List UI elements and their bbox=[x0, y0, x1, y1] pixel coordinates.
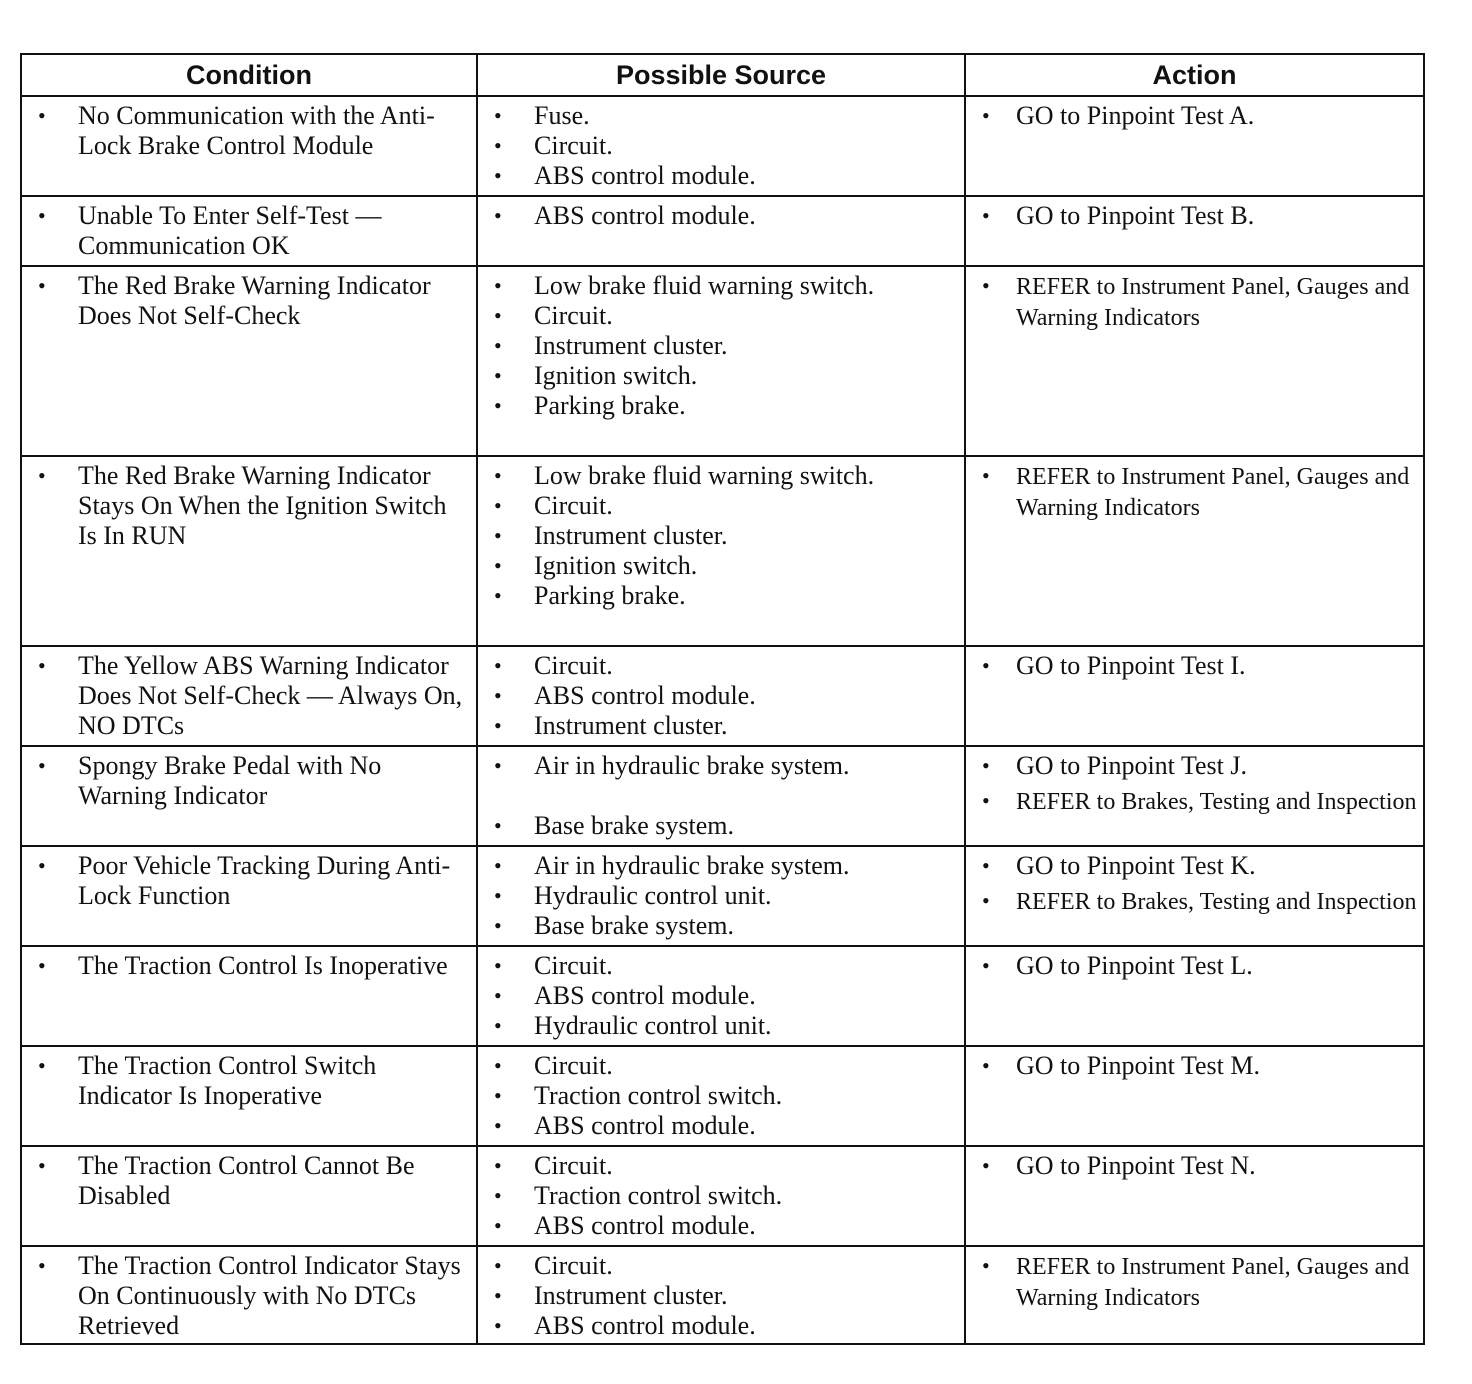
source-item: • ABS control module. bbox=[484, 681, 958, 711]
source-item: • Circuit. bbox=[484, 651, 958, 681]
condition-text: • Poor Vehicle Tracking During Anti-Lock Function bbox=[28, 851, 470, 911]
column-header-possible-source: Possible Source bbox=[477, 54, 965, 96]
source-item: • Air in hydraulic brake system. bbox=[484, 751, 958, 781]
action-cell bbox=[965, 96, 1424, 196]
condition-cell bbox=[21, 1146, 477, 1246]
action-item: • GO to Pinpoint Test N. bbox=[972, 1151, 1417, 1181]
source-cell bbox=[477, 746, 965, 846]
action-cell bbox=[965, 196, 1424, 266]
condition-cell bbox=[21, 266, 477, 456]
source-item: • Circuit. bbox=[484, 1151, 958, 1181]
source-item: • Low brake fluid warning switch. bbox=[484, 461, 958, 491]
condition-text: • The Traction Control Cannot Be Disabled bbox=[28, 1151, 470, 1211]
source-item: • Base brake system. bbox=[484, 811, 958, 841]
table-row bbox=[21, 1246, 1424, 1344]
source-cell bbox=[477, 1146, 965, 1246]
condition-cell bbox=[21, 1246, 477, 1344]
condition-text: • The Traction Control Switch Indicator Is Inoperative bbox=[28, 1051, 470, 1111]
action-item: • GO to Pinpoint Test M. bbox=[972, 1051, 1417, 1081]
header-row bbox=[21, 54, 1424, 96]
condition-text: • The Red Brake Warning Indicator Stays On When the Ignition Switch Is In RUN bbox=[28, 461, 470, 551]
source-item: • ABS control module. bbox=[484, 1111, 958, 1141]
condition-text: • The Traction Control Indicator Stays On Continuously with No DTCs Retrieved bbox=[28, 1251, 470, 1341]
action-item bbox=[972, 271, 1417, 333]
action-cell bbox=[965, 266, 1424, 456]
source-item: • Traction control switch. bbox=[484, 1081, 958, 1111]
action-cell bbox=[965, 1046, 1424, 1146]
action-text: REFER to Instrument Panel, Gauges and Warning Indicators bbox=[1016, 274, 1410, 331]
source-item: • Base brake system. bbox=[484, 911, 958, 941]
source-item: • ABS control module. bbox=[484, 1211, 958, 1241]
table-row bbox=[21, 456, 1424, 646]
source-item: • Instrument cluster. bbox=[484, 331, 958, 361]
action-text: REFER to Brakes, Testing and Inspection bbox=[1016, 889, 1417, 915]
source-item: • Circuit. bbox=[484, 1051, 958, 1081]
source-item: • Circuit. bbox=[484, 301, 958, 331]
source-item: • Hydraulic control unit. bbox=[484, 881, 958, 911]
source-item: • Parking brake. bbox=[484, 581, 958, 611]
source-item: • Instrument cluster. bbox=[484, 1281, 958, 1311]
column-header-action: Action bbox=[965, 54, 1424, 96]
action-item bbox=[972, 886, 1417, 917]
condition-cell bbox=[21, 1046, 477, 1146]
condition-cell bbox=[21, 746, 477, 846]
action-cell bbox=[965, 456, 1424, 646]
condition-cell bbox=[21, 946, 477, 1046]
table-row bbox=[21, 1146, 1424, 1246]
action-item bbox=[972, 1251, 1417, 1313]
action-text: REFER to Brakes, Testing and Inspection bbox=[1016, 789, 1417, 815]
action-item bbox=[972, 786, 1417, 817]
table-row bbox=[21, 846, 1424, 946]
action-item bbox=[972, 461, 1417, 523]
source-item: • Ignition switch. bbox=[484, 361, 958, 391]
table-row bbox=[21, 266, 1424, 456]
condition-text: • Spongy Brake Pedal with No Warning Indicator bbox=[28, 751, 470, 811]
condition-text: • The Traction Control Is Inoperative bbox=[28, 951, 470, 981]
source-cell bbox=[477, 1046, 965, 1146]
source-item: • Fuse. bbox=[484, 101, 958, 131]
action-item: • GO to Pinpoint Test I. bbox=[972, 651, 1417, 681]
source-item: • Parking brake. bbox=[484, 391, 958, 421]
source-cell bbox=[477, 846, 965, 946]
diagnosis-table bbox=[20, 53, 1425, 1345]
source-cell bbox=[477, 266, 965, 456]
source-item: • ABS control module. bbox=[484, 981, 958, 1011]
condition-cell bbox=[21, 646, 477, 746]
source-item: • Low brake fluid warning switch. bbox=[484, 271, 958, 301]
source-item: • Circuit. bbox=[484, 951, 958, 981]
table-row bbox=[21, 646, 1424, 746]
source-item: • ABS control module. bbox=[484, 1311, 958, 1341]
source-item: • Traction control switch. bbox=[484, 1181, 958, 1211]
table-row bbox=[21, 196, 1424, 266]
source-item: • Instrument cluster. bbox=[484, 711, 958, 741]
action-cell bbox=[965, 846, 1424, 946]
source-cell bbox=[477, 456, 965, 646]
action-cell bbox=[965, 1246, 1424, 1344]
source-item: • Ignition switch. bbox=[484, 551, 958, 581]
source-item: • Circuit. bbox=[484, 131, 958, 161]
table-row bbox=[21, 1046, 1424, 1146]
source-item: • Circuit. bbox=[484, 491, 958, 521]
condition-text: • No Communication with the Anti-Lock Brake Control Module bbox=[28, 101, 470, 161]
condition-text: • Unable To Enter Self-Test — Communication OK bbox=[28, 201, 470, 261]
action-item: • GO to Pinpoint Test A. bbox=[972, 101, 1417, 131]
source-item: • ABS control module. bbox=[484, 201, 958, 231]
source-item: • Instrument cluster. bbox=[484, 521, 958, 551]
column-header-condition: Condition bbox=[21, 54, 477, 96]
action-text: REFER to Instrument Panel, Gauges and Warning Indicators bbox=[1016, 464, 1410, 521]
condition-cell bbox=[21, 196, 477, 266]
source-cell bbox=[477, 96, 965, 196]
source-item: • Circuit. bbox=[484, 1251, 958, 1281]
condition-cell bbox=[21, 456, 477, 646]
source-item: • ABS control module. bbox=[484, 161, 958, 191]
action-cell bbox=[965, 746, 1424, 846]
source-item: • Air in hydraulic brake system. bbox=[484, 851, 958, 881]
table-row bbox=[21, 746, 1424, 846]
action-item: • GO to Pinpoint Test B. bbox=[972, 201, 1417, 231]
action-cell bbox=[965, 646, 1424, 746]
table-row bbox=[21, 946, 1424, 1046]
action-item: • GO to Pinpoint Test K. bbox=[972, 851, 1417, 881]
action-cell bbox=[965, 946, 1424, 1046]
action-cell bbox=[965, 1146, 1424, 1246]
source-cell bbox=[477, 1246, 965, 1344]
condition-text: • The Red Brake Warning Indicator Does Not Self-Check bbox=[28, 271, 470, 331]
source-cell bbox=[477, 646, 965, 746]
action-item: • GO to Pinpoint Test J. bbox=[972, 751, 1417, 781]
source-cell bbox=[477, 196, 965, 266]
condition-text: • The Yellow ABS Warning Indicator Does Not Self-Check — Always On, NO DTCs bbox=[28, 651, 470, 741]
action-item: • GO to Pinpoint Test L. bbox=[972, 951, 1417, 981]
condition-cell bbox=[21, 96, 477, 196]
condition-cell bbox=[21, 846, 477, 946]
source-cell bbox=[477, 946, 965, 1046]
source-item: • Hydraulic control unit. bbox=[484, 1011, 958, 1041]
action-text: REFER to Instrument Panel, Gauges and Warning Indicators bbox=[1016, 1254, 1410, 1311]
table-row bbox=[21, 96, 1424, 196]
